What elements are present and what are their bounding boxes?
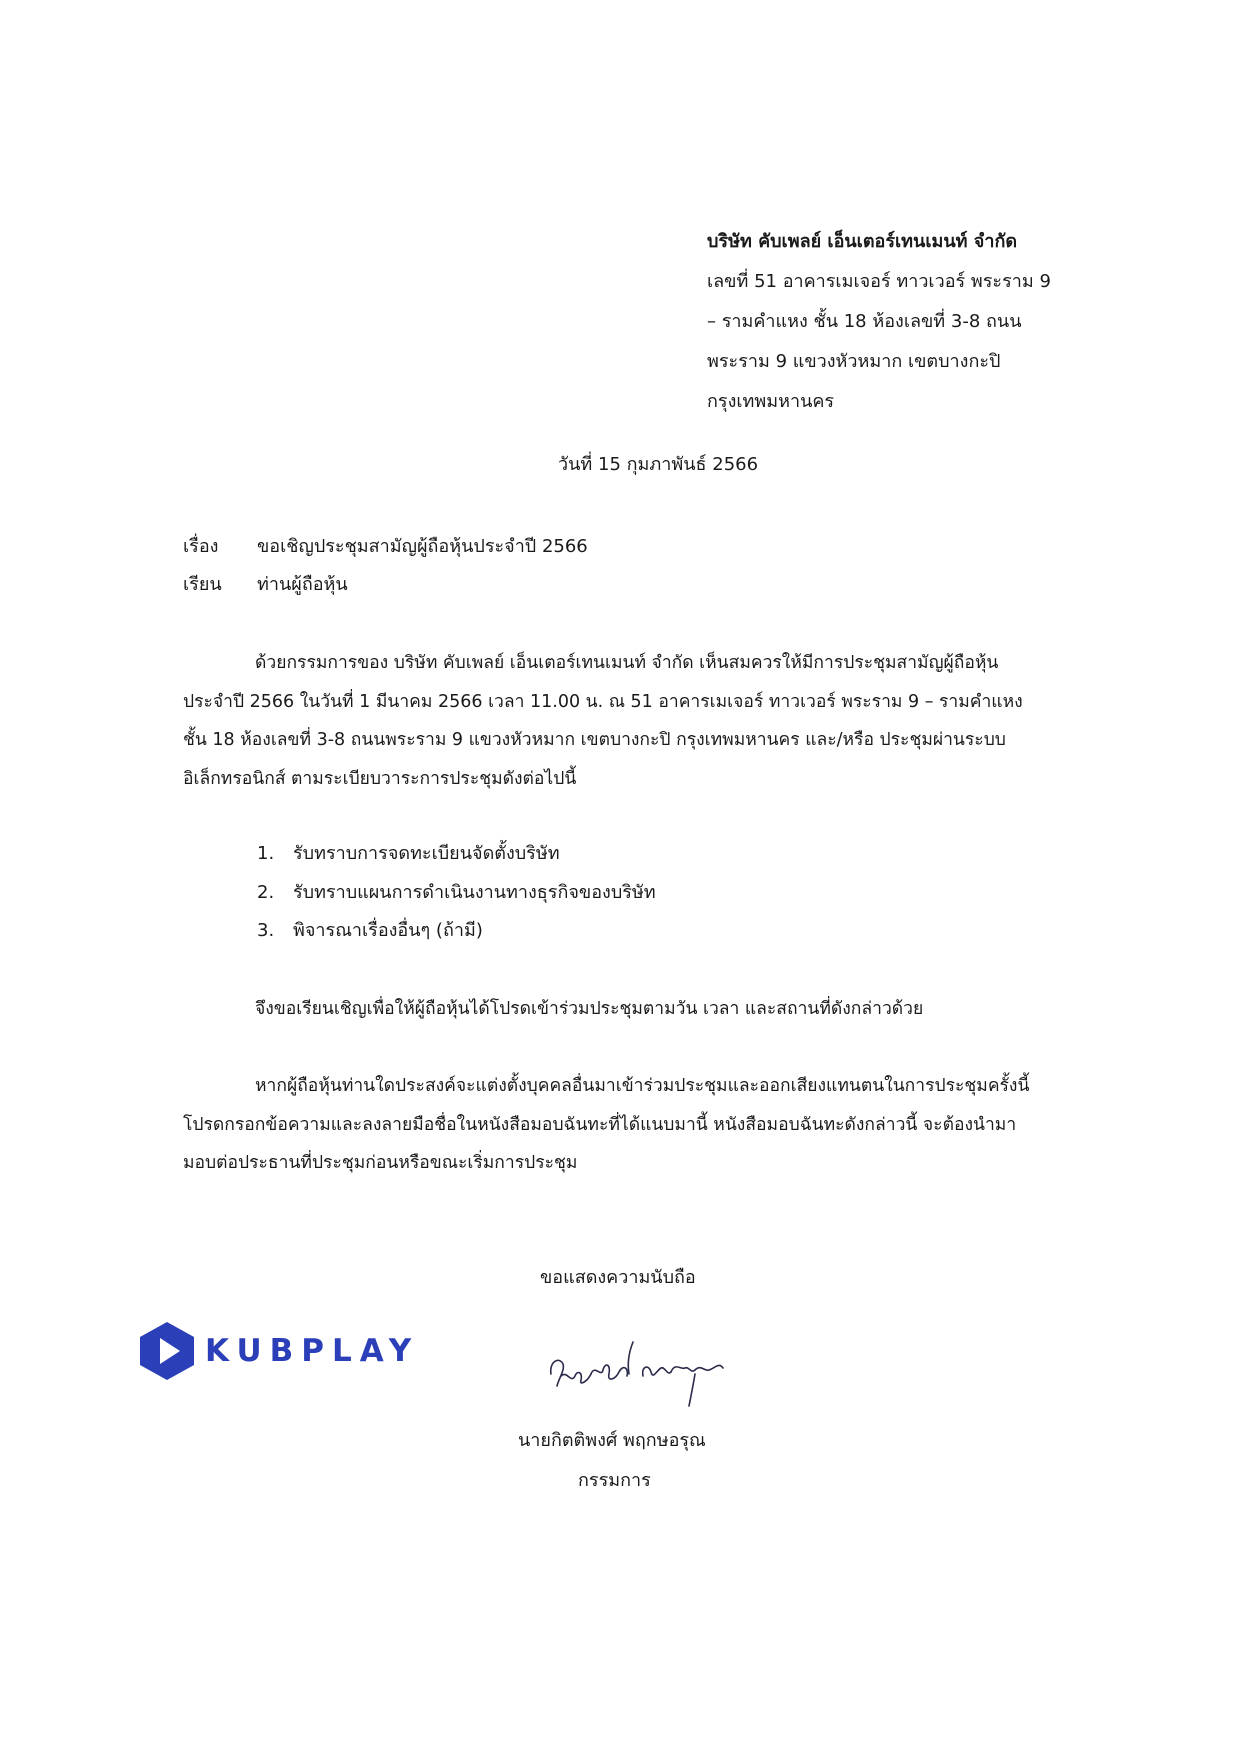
handwritten-signature: [545, 1334, 735, 1419]
address-line: – รามคำแหง ชั้น 18 ห้องเลขที่ 3-8 ถนน: [707, 311, 1022, 332]
agenda-number: 3.: [257, 920, 275, 941]
logo-wordmark: KUBPLAY: [205, 1333, 420, 1369]
agenda-number: 1.: [257, 843, 275, 864]
paragraph-line: ด้วยกรรมการของ บริษัท คับเพลย์ เอ็นเตอร์เทนเมนท์ จำกัด เห็นสมควรให้มีการประชุมสามัญผู้ถือหุ้น: [255, 653, 999, 673]
agenda-text: รับทราบการจดทะเบียนจัดตั้งบริษัท: [293, 843, 560, 864]
proxy-paragraph: [183, 1067, 1053, 1183]
address-line: เลขที่ 51 อาคารเมเจอร์ ทาวเวอร์ พระราม 9: [707, 271, 1051, 292]
subject-text: ขอเชิญประชุมสามัญผู้ถือหุ้นประจำปี 2566: [257, 536, 588, 557]
signer-name: นายกิตติพงศ์ พฤกษอรุณ: [518, 1430, 706, 1451]
agenda-item: [257, 835, 656, 874]
letter-date: วันที่ 15 กุมภาพันธ์ 2566: [558, 454, 759, 475]
play-hexagon-icon: [137, 1320, 197, 1382]
invitation-paragraph: [183, 990, 1053, 1029]
agenda-list: [257, 835, 656, 951]
paragraph-line: ชั้น 18 ห้องเลขที่ 3-8 ถนนพระราม 9 แขวงหัวหมาก เขตบางกะปิ กรุงเทพมหานคร และ/หรือ ประชุมผ่านระบบ: [183, 730, 1006, 750]
paragraph-line: หากผู้ถือหุ้นท่านใดประสงค์จะแต่งตั้งบุคคลอื่นมาเข้าร่วมประชุมและออกเสียงแทนตนในการประชุมครั้งนี้: [255, 1076, 1030, 1096]
agenda-text: พิจารณาเรื่องอื่นๆ (ถ้ามี): [293, 920, 483, 941]
agenda-text: รับทราบแผนการดำเนินงานทางธุรกิจของบริษัท: [293, 881, 656, 903]
sender-company: บริษัท คับเพลย์ เอ็นเตอร์เทนเมนท์ จำกัด: [707, 231, 1018, 252]
agenda-item: [257, 874, 656, 913]
paragraph-line: โปรดกรอกข้อความและลงลายมือชื่อในหนังสือมอบฉันทะที่ได้แนบมานี้ หนังสือมอบฉันทะดังกล่าวนี้ จะต้องนำมา: [183, 1114, 1017, 1135]
company-logo: [137, 1320, 419, 1382]
agenda-number: 2.: [257, 881, 275, 903]
intro-paragraph: [183, 644, 1053, 798]
closing-salutation: ขอแสดงความนับถือ: [540, 1267, 696, 1288]
subject-block: [183, 528, 588, 604]
paragraph-line: จึงขอเรียนเชิญเพื่อให้ผู้ถือหุ้นได้โปรดเข้าร่วมประชุมตามวัน เวลา และสถานที่ดังกล่าวด้วย: [255, 999, 924, 1019]
sender-address-block: [707, 222, 1051, 422]
paragraph-line: มอบต่อประธานที่ประชุมก่อนหรือขณะเริ่มการประชุม: [183, 1153, 578, 1173]
address-line: กรุงเทพมหานคร: [707, 391, 835, 412]
paragraph-line: ประจำปี 2566 ในวันที่ 1 มีนาคม 2566 เวลา 11.00 น. ณ 51 อาคารเมเจอร์ ทาวเวอร์ พระราม 9 – รามคำแหง: [183, 691, 1023, 712]
recipient-text: ท่านผู้ถือหุ้น: [257, 574, 348, 595]
subject-row: [183, 528, 588, 566]
recipient-label: เรียน: [183, 574, 222, 595]
agenda-item: [257, 912, 656, 951]
signer-position: กรรมการ: [578, 1470, 651, 1491]
paragraph-line: อิเล็กทรอนิกส์ ตามระเบียบวาระการประชุมดังต่อไปนี้: [183, 768, 577, 789]
recipient-row: [183, 566, 588, 604]
subject-label: เรื่อง: [183, 536, 219, 557]
address-line: พระราม 9 แขวงหัวหมาก เขตบางกะปิ: [707, 351, 1001, 372]
